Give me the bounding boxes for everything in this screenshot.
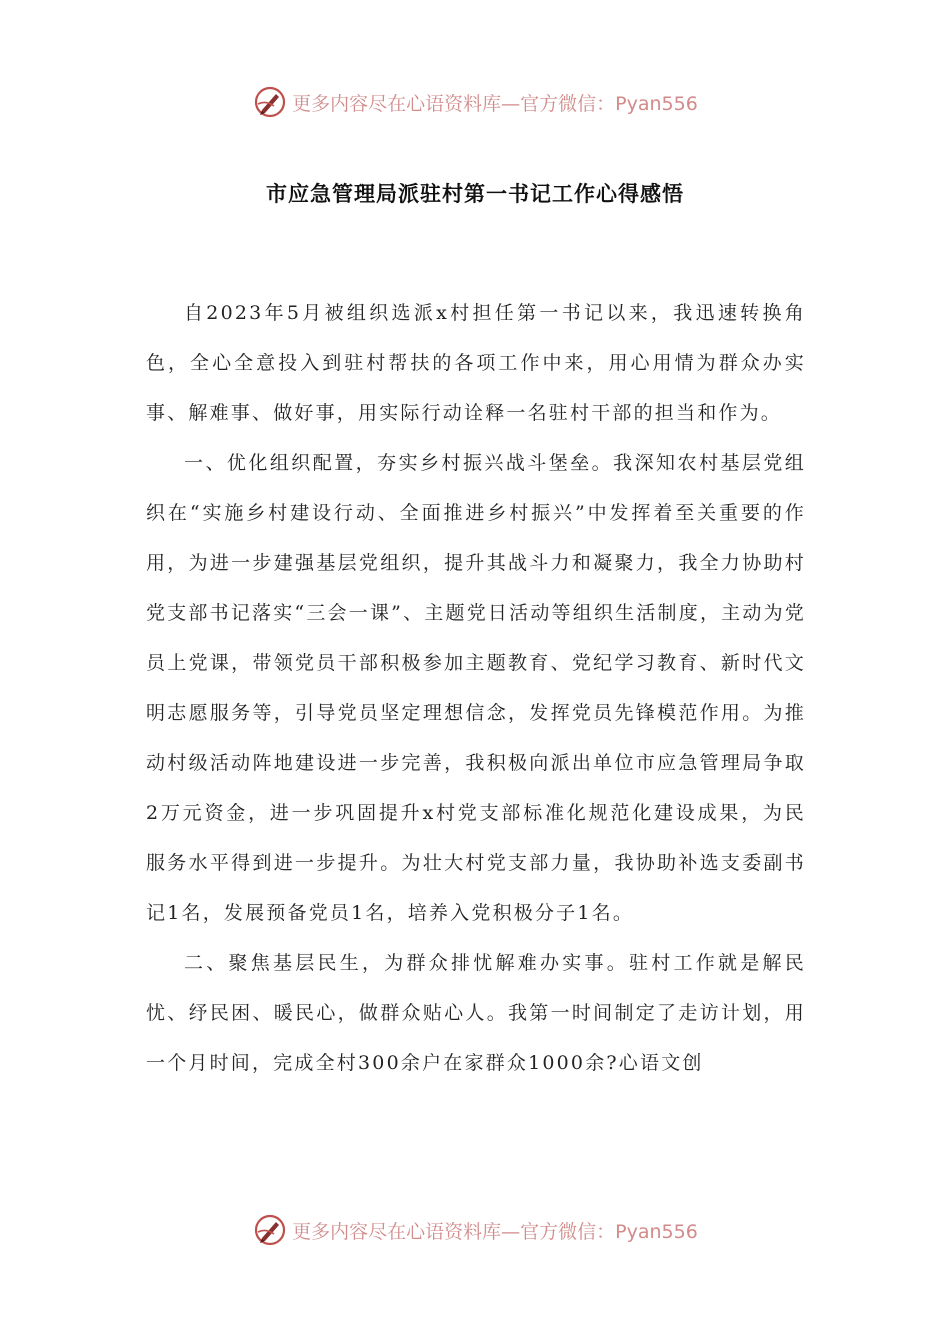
watermark-label: 更多内容尽在心语资料库—官方微信： bbox=[292, 1220, 616, 1243]
document-title: 市应急管理局派驻村第一书记工作心得感悟 bbox=[266, 181, 684, 206]
paragraph-section-one: 一、优化组织配置，夯实乡村振兴战斗堡垒。我深知农村基层党组织在“实施乡村建设行动、全面推进乡村振兴”中发挥着至关重要的作用，为进一步建强基层党组织，提升其战斗力和凝聚力，我全力协助村党支部书记落实“三会一课”、主题党日活动等组织生活制度，主动为党员上党课，带领党员干部积极参加主题教育、党纪学习教育、新时代文明志愿服务等，引导党员坚定理想信念，发挥党员先锋模范作用。为推动村级活动阵地建设进一步完善，我积极向派出单位市应急管理局争取2万元资金，进一步巩固提升x村党支部标准化规范化建设成果，为民服务水平得到进一步提升。为壮大村党支部力量，我协助补选支委副书记1名，发展预备党员1名，培养入党积极分子1名。 bbox=[146, 452, 806, 924]
paragraph-section-two: 二、聚焦基层民生，为群众排忧解难办实事。驻村工作就是解民忧、纾民困、暖民心，做群众贴心人。我第一时间制定了走访计划，用一个月时间，完成全村300余户在家群众1000余?心语文创 bbox=[146, 952, 806, 1074]
wechat-id: Pyan556 bbox=[615, 92, 698, 115]
watermark-label: 更多内容尽在心语资料库—官方微信： bbox=[292, 92, 616, 115]
paragraph-intro: 自2023年5月被组织选派x村担任第一书记以来，我迅速转换角色，全心全意投入到驻村帮扶的各项工作中来，用心用情为群众办实事、解难事、做好事，用实际行动诠释一名驻村干部的担当和作为。 bbox=[146, 302, 806, 424]
watermark-text bbox=[292, 1217, 698, 1244]
wechat-id: Pyan556 bbox=[615, 1220, 698, 1243]
document-body bbox=[146, 288, 806, 1088]
footer-watermark-banner bbox=[0, 1210, 950, 1250]
pen-logo-icon bbox=[252, 1212, 288, 1248]
watermark-text bbox=[292, 89, 698, 116]
pen-logo-icon bbox=[252, 84, 288, 120]
header-watermark-banner bbox=[0, 82, 950, 122]
